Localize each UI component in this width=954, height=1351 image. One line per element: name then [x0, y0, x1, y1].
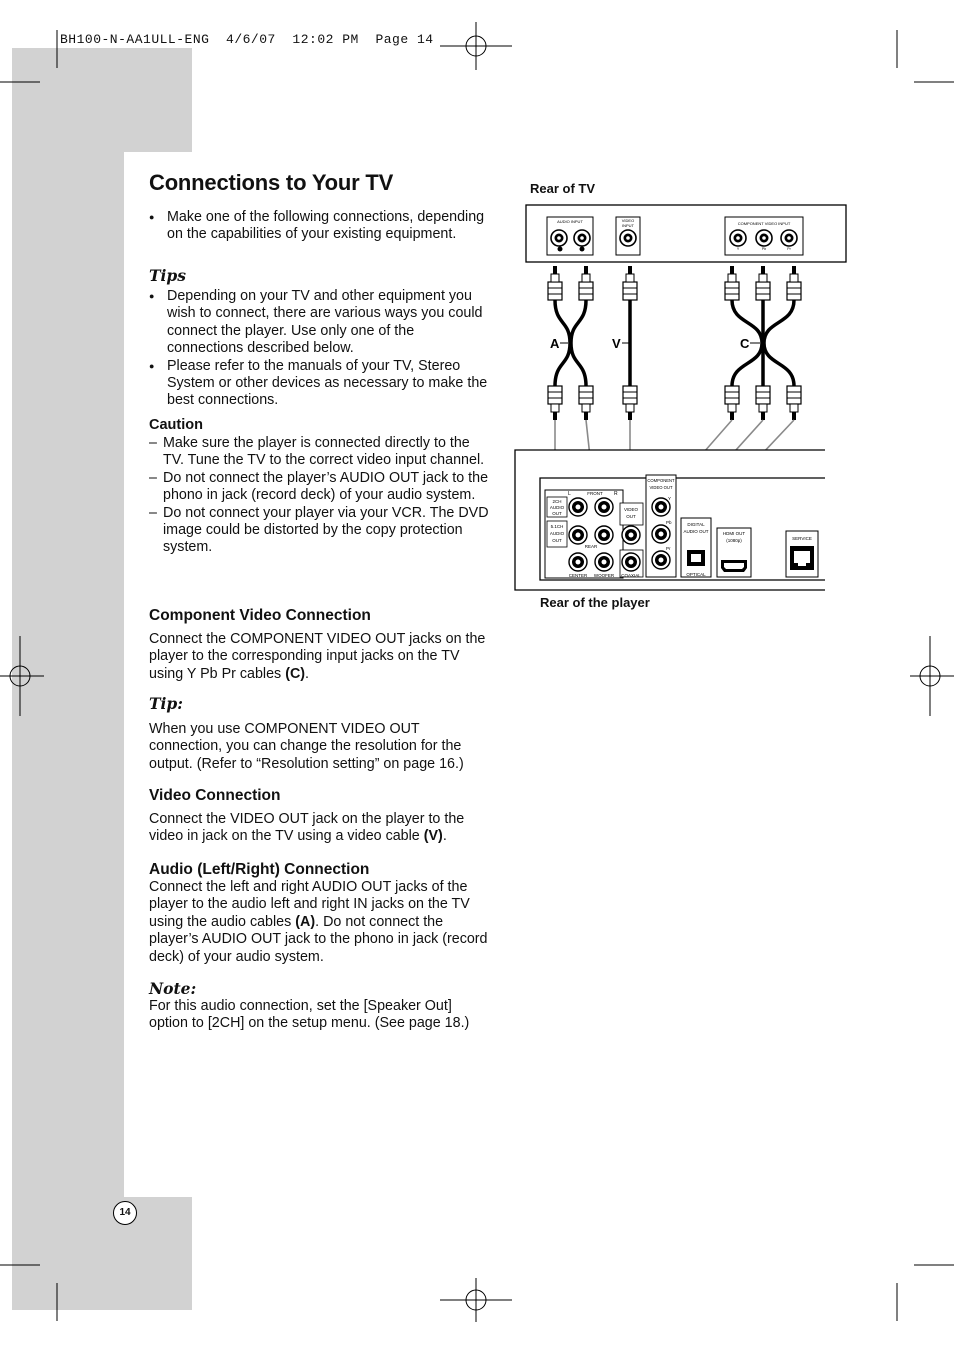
- svg-text:Pb: Pb: [761, 247, 767, 251]
- svg-text:REAR: REAR: [584, 544, 598, 549]
- video-heading: Video Connection: [149, 787, 281, 804]
- cable-a-label: A: [550, 336, 560, 351]
- audio-heading: Audio (Left/Right) Connection: [149, 861, 370, 878]
- cable-c-label: C: [740, 336, 750, 351]
- svg-text:5.1CH: 5.1CH: [550, 524, 564, 529]
- svg-text:R: R: [614, 491, 618, 497]
- page-title: Connections to Your TV: [149, 170, 394, 195]
- print-header: BH100-N-AA1ULL-ENG 4/6/07 12:02 PM Page 14: [60, 32, 434, 47]
- svg-text:COMPONENT VIDEO INPUT: COMPONENT VIDEO INPUT: [737, 221, 791, 226]
- video-text: Connect the VIDEO OUT jack on the player to the video in jack on the TV using a video cable (V).: [149, 811, 465, 845]
- tv-rear-panel: [526, 205, 846, 262]
- svg-text:(1080p): (1080p): [726, 538, 742, 543]
- svg-text:VIDEO: VIDEO: [621, 218, 635, 223]
- svg-text:OUT: OUT: [552, 511, 562, 516]
- tips-heading: Tips: [149, 266, 186, 285]
- note-text: For this audio connection, set the [Speaker Out] option to [2CH] on the setup menu. (See page 18.): [149, 998, 470, 1032]
- tip-heading: Tip:: [149, 694, 183, 713]
- svg-text:AUDIO OUT: AUDIO OUT: [683, 529, 709, 534]
- svg-text:WOOFER: WOOFER: [593, 573, 615, 578]
- svg-text:AUDIO: AUDIO: [549, 531, 565, 536]
- intro-bullet: ● Make one of the following connections, depending on the capabilities of your existing equipment.: [149, 209, 489, 244]
- svg-text:DIGITAL: DIGITAL: [687, 522, 705, 527]
- svg-text:Pr: Pr: [787, 247, 791, 251]
- svg-text:CENTER: CENTER: [568, 573, 588, 578]
- caution-item: – Do not connect your player via your VCR. The DVD image could be distorted by the copy protection system.: [149, 505, 489, 557]
- component-text: Connect the COMPONENT VIDEO OUT jacks on the player to the corresponding input jacks on the TV using Y Pb Pr cables (C).: [149, 631, 486, 682]
- tips-item: ● Depending on your TV and other equipment you wish to connect, there are various ways you could connect the player. Use only one of the connections described below.: [149, 288, 489, 358]
- tv-video-jack: [620, 230, 636, 246]
- svg-text:COAXIAL: COAXIAL: [621, 573, 641, 578]
- caution-item: – Do not connect the player’s AUDIO OUT jack to the phono in jack (record deck) of your audio system.: [149, 470, 489, 505]
- svg-text:VIDEO OUT: VIDEO OUT: [649, 485, 673, 490]
- svg-text:AUDIO: AUDIO: [549, 505, 565, 510]
- svg-text:SERVICE: SERVICE: [792, 536, 812, 541]
- tv-pb-jack: [756, 230, 772, 246]
- svg-text:COMPONENT: COMPONENT: [647, 478, 675, 483]
- page-number: 14: [113, 1201, 137, 1225]
- rear-tv-label: Rear of TV: [530, 181, 596, 196]
- audio-text: Connect the left and right AUDIO OUT jacks of the player to the audio left and right IN jacks on the TV using the audio cables (A). Do not connect the player’s AUDIO OUT jack to the phono in jack (record deck) of your audio system.: [149, 879, 488, 965]
- tips-item: ● Please refer to the manuals of your TV, Stereo System or other devices as necessary to make the best connections.: [149, 358, 489, 410]
- svg-text:2CH: 2CH: [552, 499, 562, 504]
- tv-audio-l-jack: [551, 230, 567, 246]
- tv-y-jack: [730, 230, 746, 246]
- svg-text:OUT: OUT: [552, 538, 562, 543]
- svg-text:OUT: OUT: [626, 514, 636, 519]
- svg-text:Pb: Pb: [666, 520, 672, 525]
- rear-player-label: Rear of the player: [540, 595, 650, 610]
- svg-text:Y: Y: [668, 496, 672, 501]
- component-heading: Component Video Connection: [149, 607, 371, 624]
- caution-item: – Make sure the player is connected directly to the TV. Tune the TV to the correct video input channel.: [149, 435, 489, 470]
- tv-audio-r-jack: [574, 230, 590, 246]
- svg-text:VIDEO: VIDEO: [623, 507, 639, 512]
- svg-text:Pr: Pr: [666, 546, 671, 551]
- svg-text:FRONT: FRONT: [587, 491, 603, 496]
- caution-heading: Caution: [149, 417, 203, 433]
- cable-audio: [555, 300, 586, 386]
- svg-text:AUDIO INPUT: AUDIO INPUT: [557, 219, 583, 224]
- svg-text:OPTICAL: OPTICAL: [686, 572, 706, 577]
- player-rear-panel: [515, 450, 825, 590]
- svg-text:HDMI OUT: HDMI OUT: [722, 531, 746, 536]
- svg-text:Y: Y: [736, 247, 740, 251]
- svg-text:INPUT: INPUT: [622, 223, 634, 228]
- note-heading: Note:: [149, 979, 197, 998]
- tip-text: When you use COMPONENT VIDEO OUT connection, you can change the resolution for the output. (Refer to “Resolution setting” on page 16.): [149, 721, 464, 772]
- svg-text:L: L: [568, 491, 571, 497]
- tv-pr-jack: [781, 230, 797, 246]
- cable-v-label: V: [612, 336, 621, 351]
